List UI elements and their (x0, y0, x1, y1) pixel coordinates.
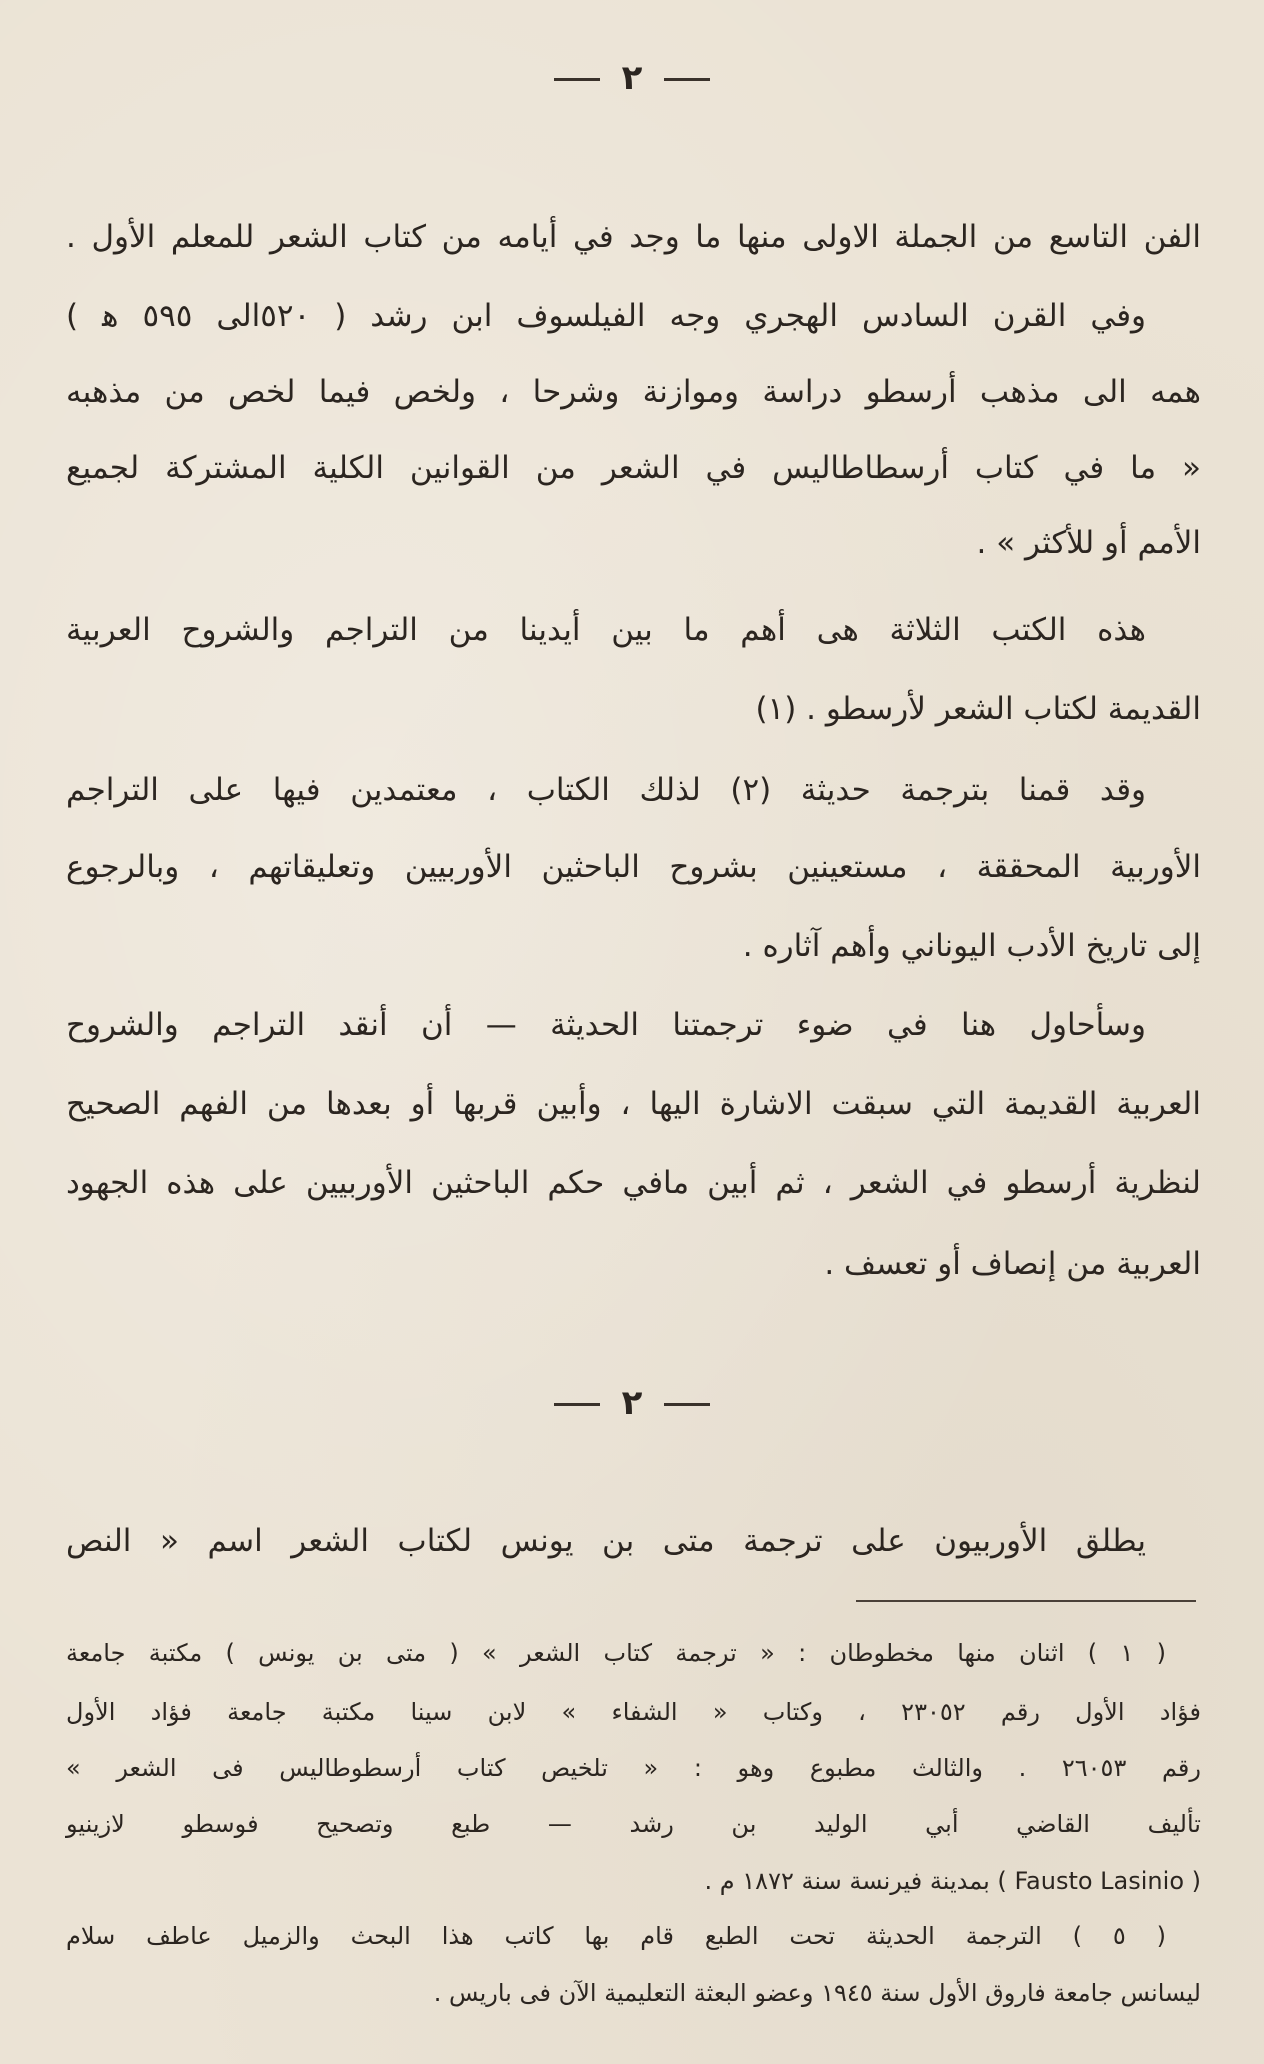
body-line: العربية من إنصاف أو تعسف . (824, 1246, 1201, 1282)
body-line: « ما في كتاب أرسطاطاليس في الشعر من القوانين الكلية المشتركة لجميع (66, 450, 1201, 486)
body-line: العربية القديمة التي سبقت الاشارة اليها ، وأبين قربها أو بعدها من الفهم الصحيح (66, 1086, 1201, 1122)
section-number-text: ٢ (621, 1383, 643, 1423)
dash-right (664, 1403, 710, 1406)
dash-left (554, 1403, 600, 1406)
body-line: لنظرية أرسطو في الشعر ، ثم أبين مافي حكم الباحثين الأوربيين على هذه الجهود (66, 1165, 1201, 1201)
body-line: الأوربية المحققة ، مستعينين بشروح الباحثين الأوربيين وتعليقاتهم ، وبالرجوع (66, 849, 1201, 885)
body-line: وقد قمنا بترجمة حديثة (٢) لذلك الكتاب ، معتمدين فيها على التراجم (66, 772, 1146, 808)
footnote-line: تأليف القاضي أبي الوليد بن رشد — طبع وتصحيح فوسطو لازينيو (66, 1810, 1201, 1838)
footnote-divider (856, 1600, 1196, 1602)
body-line: همه الى مذهب أرسطو دراسة وموازنة وشرحا ، ولخص فيما لخص من مذهبه (66, 374, 1201, 410)
body-line: القديمة لكتاب الشعر لأرسطو . (١) (755, 691, 1201, 727)
page-number (0, 58, 1264, 98)
section-number (0, 1383, 1264, 1423)
body-line: الأمم أو للأكثر » . (976, 525, 1201, 561)
footnote-line: ليسانس جامعة فاروق الأول سنة ١٩٤٥ وعضو البعثة التعليمية الآن فى باريس . (433, 1979, 1201, 2007)
dash-left (554, 78, 600, 81)
body-line: هذه الكتب الثلاثة هى أهم ما بين أيدينا من التراجم والشروح العربية (66, 612, 1146, 648)
footnote-line: فؤاد الأول رقم ٢٣٠٥٢ ، وكتاب « الشفاء » لابن سينا مكتبة جامعة فؤاد الأول (66, 1698, 1202, 1726)
footnote-line: ( ٥ ) الترجمة الحديثة تحت الطبع قام بها كاتب هذا البحث والزميل عاطف سلام (66, 1922, 1167, 1950)
footnote-line: رقم ٢٦٠٥٣ . والثالث مطبوع وهو : « تلخيص كتاب أرسطوطاليس فى الشعر » (66, 1754, 1201, 1782)
footnote-line: ( Fausto Lasinio ) بمدينة فيرنسة سنة ١٨٧٢ م . (704, 1867, 1201, 1895)
page-number-text: ٢ (621, 58, 643, 98)
body-line: إلى تاريخ الأدب اليوناني وأهم آثاره . (742, 928, 1201, 964)
body-line: وسأحاول هنا في ضوء ترجمتنا الحديثة — أن أنقد التراجم والشروح (66, 1007, 1146, 1043)
section-first-line: يطلق الأوربيون على ترجمة متى بن يونس لكتاب الشعر اسم « النص (66, 1523, 1146, 1559)
footnote-line: ( ١ ) اثنان منها مخطوطان : « ترجمة كتاب الشعر » ( متى بن يونس ) مكتبة جامعة (66, 1639, 1166, 1667)
dash-right (664, 78, 710, 81)
body-line: وفي القرن السادس الهجري وجه الفيلسوف ابن رشد ( ٥٢٠الى ٥٩٥ ﻫ ) (66, 298, 1146, 334)
body-line: الفن التاسع من الجملة الاولى منها ما وجد في أيامه من كتاب الشعر للمعلم الأول . (66, 219, 1201, 255)
